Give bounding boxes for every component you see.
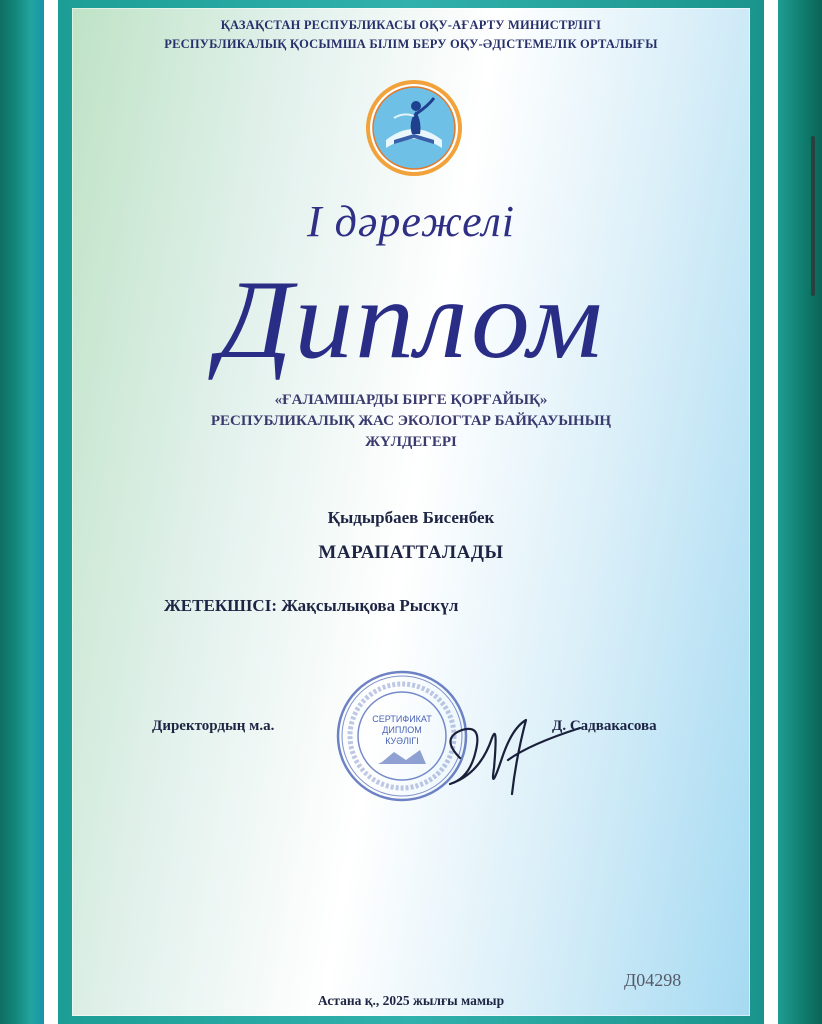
competition-line-2: РЕСПУБЛИКАЛЫҚ ЖАС ЭКОЛОГТАР БАЙҚАУЫНЫҢ xyxy=(210,413,612,429)
serial-number: Д04298 xyxy=(624,970,682,990)
recipient-name: Қыдырбаев Бисенбек xyxy=(327,508,495,527)
ministry-line-1: ҚАЗАҚСТАН РЕСПУБЛИКАСЫ ОҚУ-АҒАРТУ МИНИСТРЛІГІ xyxy=(220,18,602,32)
director-name: Д. Садвакасова xyxy=(552,718,657,734)
scrollbar[interactable] xyxy=(811,136,815,296)
awarded-text: МАРАПАТТАЛАДЫ xyxy=(318,542,504,563)
certificate xyxy=(72,8,750,1016)
place-and-date: Астана қ., 2025 жылғы мамыр xyxy=(317,993,505,1008)
ministry-header xyxy=(72,16,750,54)
stamp-line-3: КУӘЛІГІ xyxy=(385,736,419,746)
left-background-strip xyxy=(0,0,44,1024)
director-signature-icon xyxy=(420,698,600,808)
stamp-line-1: СЕРТИФИКАТ xyxy=(372,714,432,724)
supervisor-text: ЖЕТЕКШІСІ: Жақсылықова Рыскүл xyxy=(164,596,459,615)
competition-line-3: ЖҮЛДЕГЕРІ xyxy=(365,434,457,450)
right-background-strip xyxy=(778,0,822,1024)
diploma-title: Диплом xyxy=(217,258,605,382)
degree-heading: I дәрежелі xyxy=(306,197,516,246)
organization-emblem-icon xyxy=(364,78,464,178)
competition-title xyxy=(72,390,750,453)
stamp-line-2: ДИПЛОМ xyxy=(382,725,422,735)
ministry-line-2: РЕСПУБЛИКАЛЫҚ ҚОСЫМША БІЛІМ БЕРУ ОҚУ-ӘДІСТЕМЕЛІК ОРТАЛЫҒЫ xyxy=(164,37,658,51)
director-label: Директордың м.а. xyxy=(152,718,275,734)
competition-line-1: «ҒАЛАМШАРДЫ БІРГЕ ҚОРҒАЙЫҚ» xyxy=(274,392,548,408)
